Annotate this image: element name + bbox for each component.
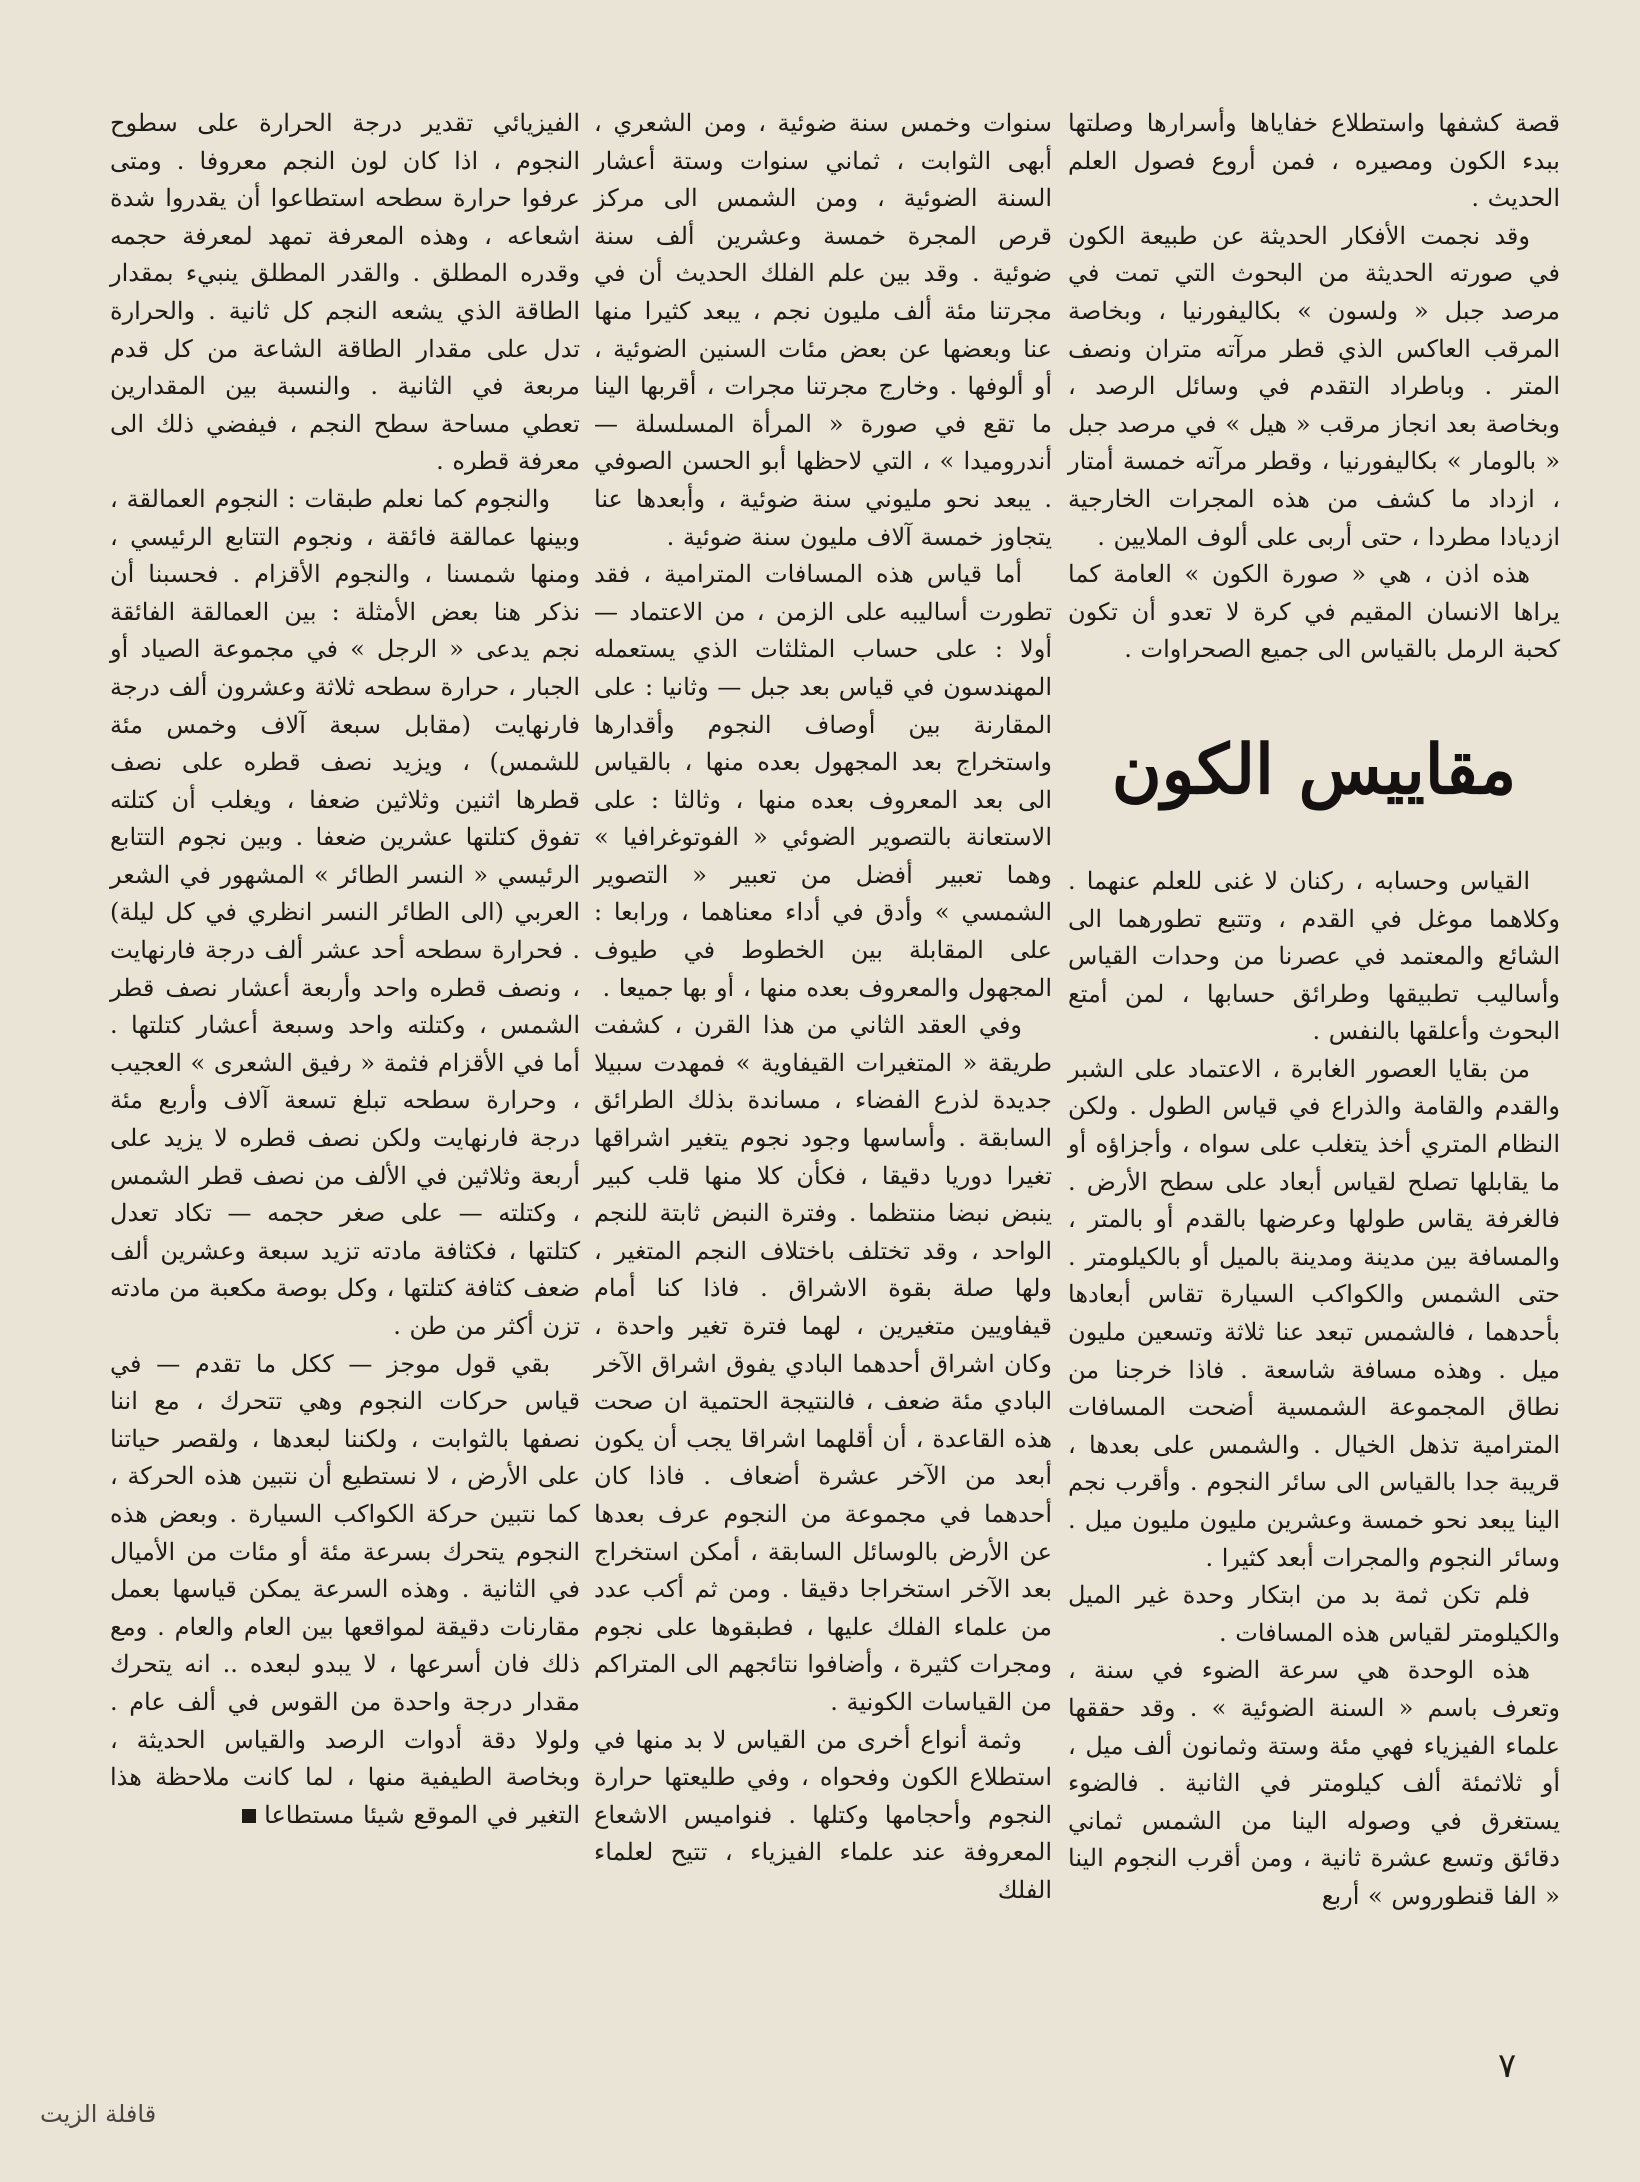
paragraph: وفي العقد الثاني من هذا القرن ، كشفت طريقة « المتغيرات القيفاوية » فمهدت سبيلا جديدة لذرع الفضاء ، مساندة بذلك الطرائق السابقة . وأساسها وجود نجوم يتغير اشراقها تغيرا دوريا دقيقا ، فكأن كلا منها قلب كبير ينبض نبضا منتظما . وفترة النبض ثابتة للنجم الواحد ، وقد تختلف باختلاف النجم المتغير ، ولها صلة بقوة الاشراق . فاذا كنا أمام قيفاويين متغيرين ، لهما فترة تغير واحدة ، وكان اشراق أحدهما البادي يفوق اشراق الآخر البادي مئة ضعف ، فالنتيجة الحتمية ان صحت هذه القاعدة ، أن أقلهما اشراقا يجب أن يكون أبعد من الآخر عشرة أضعاف . فاذا كان أحدهما في مجموعة من النجوم عرف بعدها عن الأرض بالوسائل السابقة ، أمكن استخراج بعد الآخر استخراجا دقيقا . ومن ثم أكب عدد من علماء الفلك عليها ، فطبقوها على نجوم ومجرات كثيرة ، وأضافوا نتائجهم الى المتراكم من القياسات الكونية . xyxy=(594,1011,1053,1716)
middle-column xyxy=(594,105,1052,1910)
page-number: ٧ xyxy=(1498,2046,1517,2086)
paragraph: هذه الوحدة هي سرعة الضوء في سنة ، وتعرف باسم « السنة الضوئية » . وقد حققها علماء الفيزياء فهي مئة وستة وثمانون ألف ميل ، أو ثلاثمئة ألف كيلومتر في الثانية . فالضوء يستغرق في وصوله الينا من الشمس ثماني دقائق وتسع عشرة ثانية ، ومن أقرب النجوم الينا « الفا قنطوروس » أربع xyxy=(1068,1656,1560,1910)
paragraph: من بقايا العصور الغابرة ، الاعتماد على الشبر والقدم والقامة والذراع في قياس الطول . ولكن النظام المتري أخذ يتغلب على سواه ، وأجزاؤه أو ما يقابلها تصلح لقياس أبعاد على سطح الأرض . فالغرفة يقاس طولها وعرضها بالقدم أو بالمتر ، والمسافة بين مدينة ومدينة بالميل أو بالكيلومتر . حتى الشمس والكواكب السيارة تقاس أبعادها بأحدهما ، فالشمس تبعد عنا ثلاثة وتسعين مليون ميل . وهذه مسافة شاسعة . فاذا خرجنا من نطاق المجموعة الشمسية أضحت المسافات المترامية تذهل الخيال . والشمس على بعدها ، قريبة جدا بالقياس الى سائر النجوم . وأقرب نجم الينا يبعد نحو خمسة وعشرين مليون مليون ميل . وسائر النجوم والمجرات أبعد كثيرا . xyxy=(1068,1054,1560,1572)
paragraph: سنوات وخمس سنة ضوئية ، ومن الشعري ، أبهى الثوابت ، ثماني سنوات وستة أعشار السنة الضوئية ، ومن الشمس الى مركز قرص المجرة خمسة وعشرين ألف سنة ضوئية . وقد بين علم الفلك الحديث أن في مجرتنا مئة ألف مليون نجم ، يبعد كثيرا منها عنا وبعضها عن بعض مئات السنين الضوئية ، أو ألوفها . وخارج مجرتنا مجرات ، أقربها الينا ما تقع في صورة « المرأة المسلسلة — أندروميدا » ، التي لاحظها أبو الحسن الصوفي . يبعد نحو مليوني سنة ضوئية ، وأبعدها عنا يتجاوز خمسة آلاف مليون سنة ضوئية . xyxy=(594,109,1052,551)
magazine-name: قافلة الزيت xyxy=(40,2100,157,2128)
paragraph: القياس وحسابه ، ركنان لا غنى للعلم عنهما . وكلاهما موغل في القدم ، وتتبع تطورهما الى الشائع والمعتمد في عصرنا من وحدات القياس وأساليب تطبيقها وطرائق حسابها ، لمن أمتع البحوث وأعلقها بالنفس . xyxy=(1068,866,1560,1046)
paragraph xyxy=(110,1346,580,1835)
paragraph: قصة كشفها واستطلاع خفاياها وأسرارها وصلتها ببدء الكون ومصيره ، فمن أروع فصول العلم الحديث . xyxy=(1068,109,1560,213)
paragraph: الفيزيائي تقدير درجة الحرارة على سطوح النجوم ، اذا كان لون النجم معروفا . ومتى عرفوا حرارة سطحه استطاعوا أن يقدروا شدة اشعاعه ، وهذه المعرفة تمهد لمعرفة حجمه وقدره المطلق . والقدر المطلق ينبيء بمقدار الطاقة الذي يشعه النجم كل ثانية . والحرارة تدل على مقدار الطاقة الشاعة من كل قدم مربعة في الثانية . والنسبة بين المقدارين تعطي مساحة سطح النجم ، فيفضي ذلك الى معرفة قطره . xyxy=(110,109,580,476)
paragraph: فلم تكن ثمة بد من ابتكار وحدة غير الميل والكيلومتر لقياس هذه المسافات . xyxy=(1068,1581,1560,1647)
right-column xyxy=(1068,105,1560,1916)
paragraph: هذه اذن ، هي « صورة الكون » العامة كما يراها الانسان المقيم في كرة لا تعدو أن تكون كحبة الرمل بالقياس الى جميع الصحراوات . xyxy=(1068,560,1560,664)
paragraph: وقد نجمت الأفكار الحديثة عن طبيعة الكون في صورته الحديثة من البحوث التي تمت في مرصد جبل « ولسون » بكاليفورنيا ، وبخاصة المرقب العاكس الذي قطر مرآته متران ونصف المتر . وباطراد التقدم في وسائل الرصد ، وبخاصة بعد انجاز مرقب « هيل » في مرصد جبل « بالومار » بكاليفورنيا ، وقطر مرآته خمسة أمتار ، ازداد ما كشف من هذه المجرات الخارجية ازديادا مطردا ، حتى أربى على ألوف الملايين . xyxy=(1068,221,1560,551)
paragraph: وثمة أنواع أخرى من القياس لا بد منها في استطلاع الكون وفحواه ، وفي طليعتها حرارة النجوم وأحجامها وكتلها . فنواميس الاشعاع المعروفة عند علماء الفيزياء ، تتيح لعلماء الفلك xyxy=(594,1725,1052,1904)
paragraph-text: بقي قول موجز — ككل ما تقدم — في قياس حركات النجوم وهي تتحرك ، مع اننا نصفها بالثوابت ، ولكننا لبعدها ، ولقصر حياتنا على الأرض ، لا نستطيع أن نتبين هذه الحركة ، كما نتبين حركة الكواكب السيارة . وبعض هذه النجوم يتحرك بسرعة مئة أو مئات من الأميال في الثانية . وهذه السرعة يمكن قياسها بعمل مقارنات دقيقة لمواقعها بين العام والعام . ومع ذلك فان أسرعها ، لا يبدو لبعده .. انه يتحرك مقدار درجة واحدة من القوس في ألف عام . ولولا دقة أدوات الرصد والقياس الحديثة ، وبخاصة الطيفية منها ، لما كانت ملاحظة هذا التغير في الموقع شيئا مستطاعا xyxy=(110,1349,580,1829)
left-column xyxy=(110,105,580,1834)
section-title: مقاييس الكون xyxy=(1111,729,1517,810)
paragraph: والنجوم كما نعلم طبقات : النجوم العمالقة ، وبينها عمالقة فائقة ، ونجوم التتابع الرئيسي ، ومنها شمسنا ، والنجوم الأقزام . فحسبنا أن نذكر هنا بعض الأمثلة : بين العمالقة الفائقة نجم يدعى « الرجل » في مجموعة الصياد أو الجبار ، حرارة سطحه ثلاثة وعشرون ألف درجة فارنهايت (مقابل سبعة آلاف وخمس مئة للشمس) ، ويزيد نصف قطره على نصف قطرها اثنين وثلاثين ضعفا ، ويغلب أن كتلته تفوق كتلتها عشرين ضعفا . وبين نجوم التتابع الرئيسي « النسر الطائر » المشهور في الشعر العربي (الى الطائر النسر انظري في كل ليلة) . فحرارة سطحه أحد عشر ألف درجة فارنهايت ، ونصف قطره واحد وأربعة أعشار نصف قطر الشمس ، وكتلته واحد وسبعة أعشار كتلتها . أما في الأقزام فثمة « رفيق الشعرى » العجيب ، وحرارة سطحه تبلغ تسعة آلاف وأربع مئة درجة فارنهايت ولكن نصف قطره لا يزيد على أربعة وثلاثين في الألف من نصف قطر الشمس ، وكتلته — على صغر حجمه — تكاد تعدل كتلتها ، فكثافة مادته تزيد سبعة وعشرين ألف ضعف كثافة كتلتها ، وكل بوصة مكعبة من مادته تزن أكثر من طن . xyxy=(110,484,581,1340)
paragraph: أما قياس هذه المسافات المترامية ، فقد تطورت أساليبه على الزمن ، من الاعتماد — أولا : على حساب المثلثات الذي يستعمله المهندسون في قياس بعد جبل — وثانيا : على المقارنة بين أوصاف النجوم وأقدارها واستخراج بعد المجهول بعده منها ، بالقياس الى بعد المعروف بعده منها ، وثالثا : على الاستعانة بالتصوير الضوئي « الفوتوغرافيا » وهما تعبير أفضل من تعبير « التصوير الشمسي » وأدق في أداء معناهما ، ورابعا : على المقابلة بين الخطوط في طيوف المجهول والمعروف بعده منها ، أو بها جميعا . xyxy=(594,560,1052,1002)
end-of-article-icon xyxy=(242,1809,256,1823)
